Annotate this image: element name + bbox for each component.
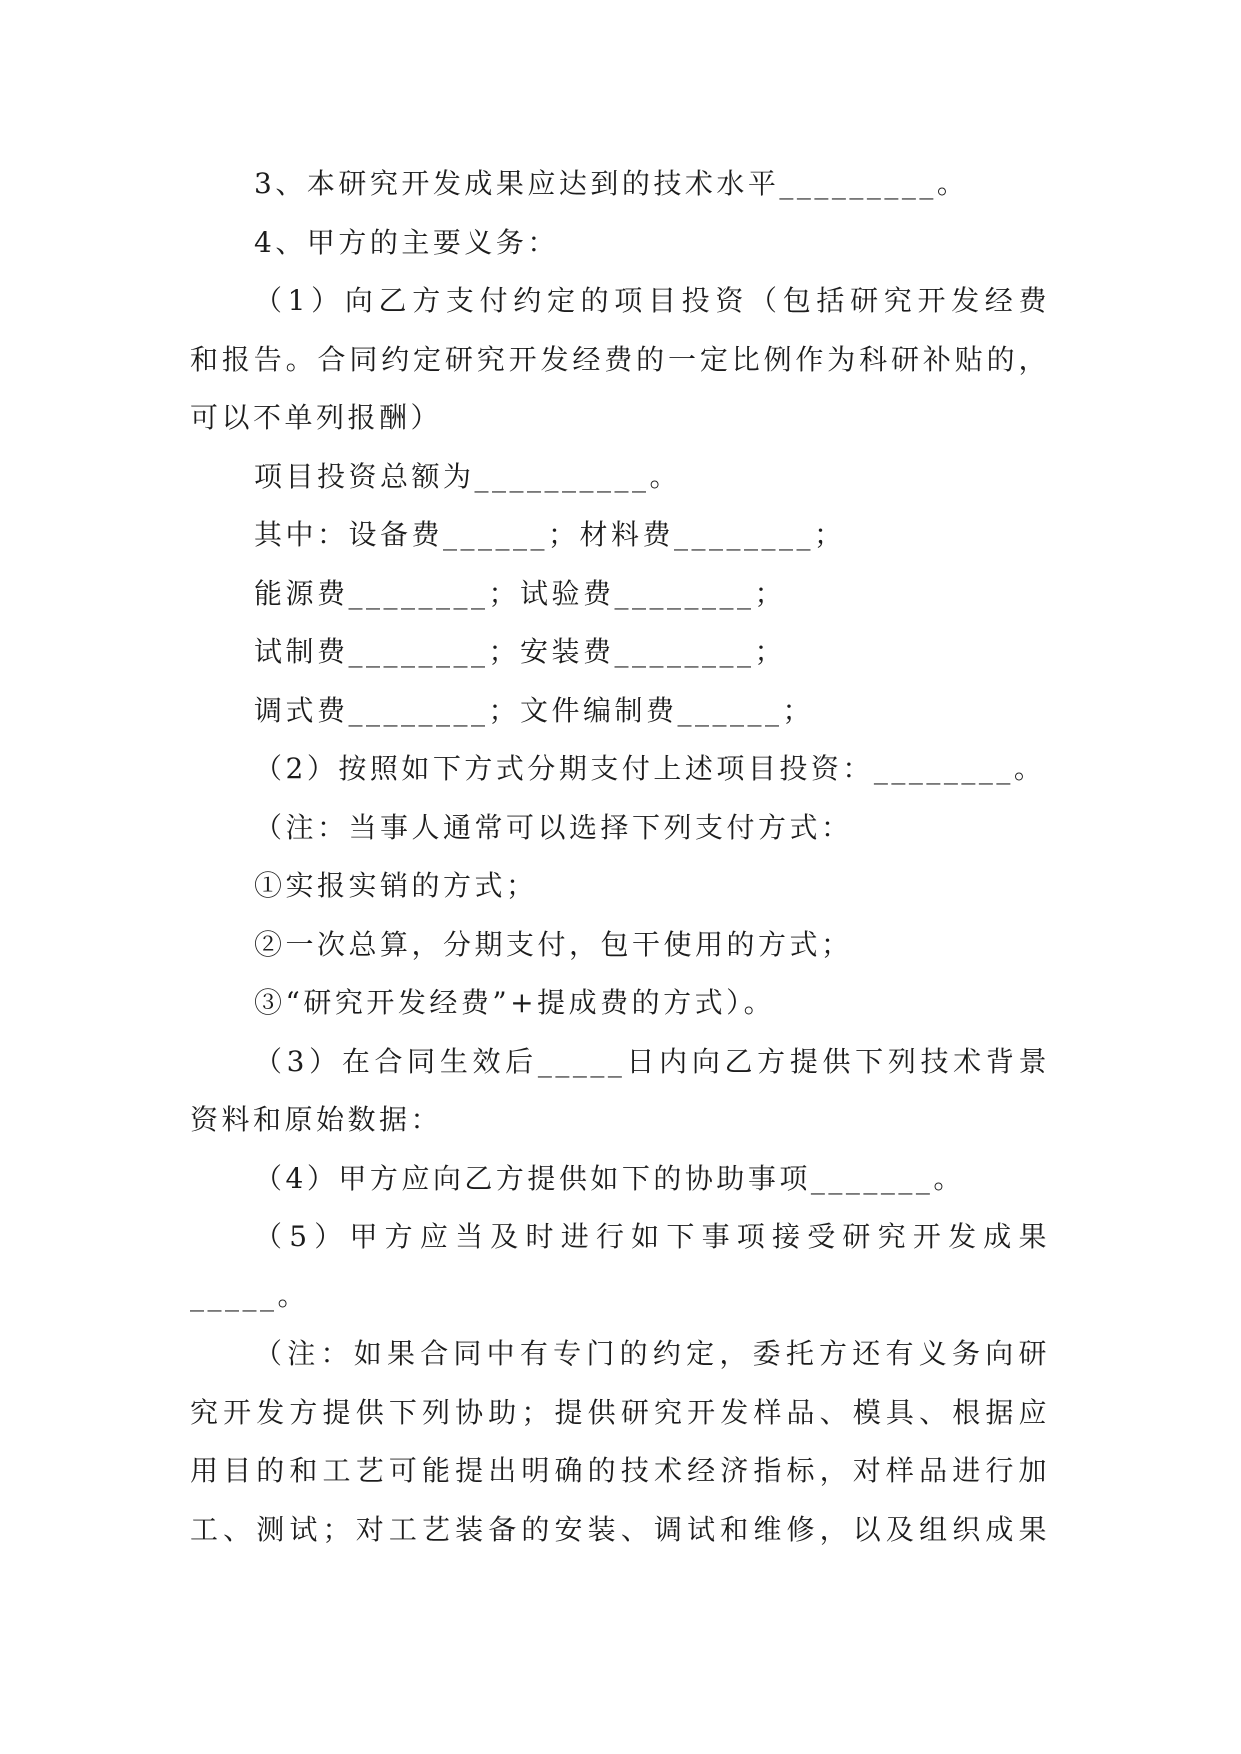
paragraph-cost-items-3 [190, 623, 1050, 682]
text-line: 能源费________；试验费________； [254, 576, 787, 610]
paragraph-obligation-2 [190, 740, 1050, 799]
paragraph-assistance-note [190, 1325, 1050, 1559]
text-line: ③“研究开发经费”+提成费的方式）。 [254, 986, 776, 1019]
paragraph-total-investment [190, 448, 1050, 507]
paragraph-payment-option-3 [190, 974, 1050, 1033]
text-line: （2）按照如下方式分期支付上述项目投资：________。 [254, 752, 1046, 785]
paragraph-tech-level [190, 155, 1050, 214]
text-line: 其中：设备费______；材料费________； [254, 518, 846, 551]
text-line: 究开发方提供下列协助；提供研究开发样品、模具、根据应 [190, 1395, 1050, 1429]
paragraph-cost-items-2 [190, 565, 1050, 624]
text-line: 项目投资总额为__________。 [254, 459, 682, 493]
text-line: （1）向乙方支付约定的项目投资（包括研究开发经费 [254, 284, 1050, 317]
paragraph-obligation-4 [190, 1150, 1050, 1209]
text-line: 可以不单列报酬） [190, 401, 443, 434]
text-line: （4）甲方应向乙方提供如下的协助事项_______。 [254, 1161, 965, 1195]
paragraph-cost-items-1 [190, 506, 1050, 565]
text-line: （注：当事人通常可以选择下列支付方式： [254, 810, 853, 844]
paragraph-obligation-1 [190, 272, 1050, 448]
text-line: 和报告。合同约定研究开发经费的一定比例作为科研补贴的， [190, 342, 1050, 376]
text-line: 试制费________；安装费________； [254, 635, 787, 668]
text-line: 调式费________；文件编制费______； [254, 693, 815, 727]
text-line: 4、甲方的主要义务： [254, 225, 559, 259]
paragraph-obligation-5 [190, 1208, 1050, 1325]
text-line: （3）在合同生效后_____日内向乙方提供下列技术背景 [254, 1044, 1050, 1078]
text-line: （5）甲方应当及时进行如下事项接受研究开发成果 [254, 1220, 1050, 1253]
paragraph-obligation-3 [190, 1033, 1050, 1150]
text-line: 3、本研究开发成果应达到的技术水平_________。 [254, 167, 969, 200]
text-line: 工、测试；对工艺装备的安装、调试和维修，以及组织成果 [190, 1512, 1050, 1546]
paragraph-payment-option-2 [190, 916, 1050, 975]
text-line: 用目的和工艺可能提出明确的技术经济指标，对样品进行加 [190, 1454, 1050, 1487]
text-line: ②一次总算，分期支付，包干使用的方式； [254, 927, 853, 961]
text-line: 资料和原始数据： [190, 1103, 443, 1136]
text-line: （注：如果合同中有专门的约定，委托方还有义务向研 [254, 1337, 1050, 1370]
text-line: ①实报实销的方式； [254, 869, 538, 902]
document-body [190, 155, 1050, 1559]
paragraph-payment-option-1 [190, 857, 1050, 916]
text-line: _____。 [190, 1278, 310, 1312]
paragraph-payment-note [190, 799, 1050, 858]
paragraph-party-a-obligations-heading [190, 214, 1050, 273]
paragraph-cost-items-4 [190, 682, 1050, 741]
